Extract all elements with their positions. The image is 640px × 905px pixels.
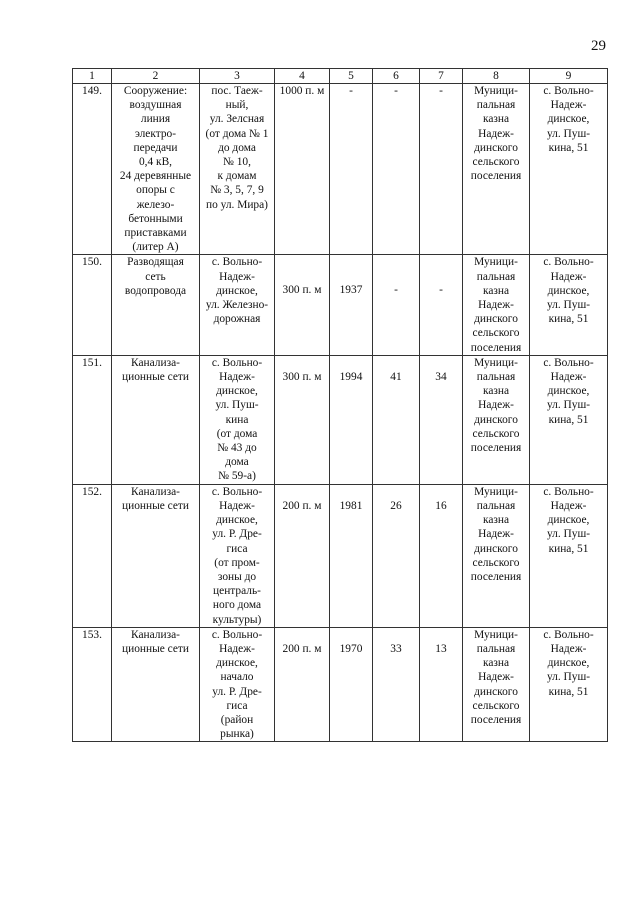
object-year: 1970 — [330, 627, 373, 742]
object-length: 200 п. м — [275, 484, 330, 627]
column-number: 7 — [420, 69, 463, 84]
property-registry-table — [72, 68, 608, 742]
object-address: с. Вольно- Надеж- динское, ул. Р. Дрe- гиса (от пром- зоны до централь- ного дома культуры) — [200, 484, 275, 627]
table-row — [73, 627, 608, 742]
object-holder-address: с. Вольно- Надеж- динское, ул. Пуш- кина, 51 — [530, 627, 608, 742]
object-length: 300 п. м — [275, 255, 330, 355]
object-length: 1000 п. м — [275, 84, 330, 255]
object-name: Канализа- ционные сети — [112, 355, 200, 484]
object-holder-address: с. Вольно- Надеж- динское, ул. Пуш- кина, 51 — [530, 484, 608, 627]
page-number: 29 — [591, 38, 606, 54]
object-owner: Муници- пальная казна Надеж- динского сельского поселения — [463, 355, 530, 484]
object-name: Канализа- ционные сети — [112, 627, 200, 742]
object-owner: Муници- пальная казна Надеж- динского сельского поселения — [463, 484, 530, 627]
column-number: 6 — [373, 69, 420, 84]
object-owner: Муници- пальная казна Надеж- динского сельского поселения — [463, 84, 530, 255]
object-col6: 33 — [373, 627, 420, 742]
row-number: 152. — [73, 484, 112, 627]
object-col7: - — [420, 84, 463, 255]
object-address: с. Вольно- Надеж- динское, ул. Пуш- кина (от дома № 43 до дома № 59-а) — [200, 355, 275, 484]
object-name: Сооружение: воздушная линия электро- передачи 0,4 кВ, 24 деревянные опоры с железо- бетонными приставками (литер А) — [112, 84, 200, 255]
row-number: 150. — [73, 255, 112, 355]
column-number: 3 — [200, 69, 275, 84]
object-col6: 26 — [373, 484, 420, 627]
column-number: 1 — [73, 69, 112, 84]
object-owner: Муници- пальная казна Надеж- динского сельского поселения — [463, 627, 530, 742]
column-number: 8 — [463, 69, 530, 84]
column-number: 5 — [330, 69, 373, 84]
table-row — [73, 355, 608, 484]
object-col6: 41 — [373, 355, 420, 484]
object-name: Канализа- ционные сети — [112, 484, 200, 627]
column-number: 2 — [112, 69, 200, 84]
object-col7: 13 — [420, 627, 463, 742]
row-number: 153. — [73, 627, 112, 742]
object-year: 1981 — [330, 484, 373, 627]
object-address: с. Вольно- Надеж- динское, ул. Железно- дорожная — [200, 255, 275, 355]
table-row — [73, 484, 608, 627]
object-length: 200 п. м — [275, 627, 330, 742]
object-col7: 16 — [420, 484, 463, 627]
row-number: 151. — [73, 355, 112, 484]
object-col7: - — [420, 255, 463, 355]
object-length: 300 п. м — [275, 355, 330, 484]
table-row — [73, 255, 608, 355]
object-address: пос. Таеж- ный, ул. Зелсная (от дома № 1 до дома № 10, к домам № 3, 5, 7, 9 по ул. Мира) — [200, 84, 275, 255]
column-number: 9 — [530, 69, 608, 84]
object-owner: Муници- пальная казна Надеж- динского сельского поселения — [463, 255, 530, 355]
object-col7: 34 — [420, 355, 463, 484]
object-col6: - — [373, 84, 420, 255]
object-holder-address: с. Вольно- Надеж- динское, ул. Пуш- кина, 51 — [530, 84, 608, 255]
object-year: - — [330, 84, 373, 255]
object-address: с. Вольно- Надеж- динское, начало ул. Р. Дрe- гиса (район рынка) — [200, 627, 275, 742]
row-number: 149. — [73, 84, 112, 255]
object-year: 1994 — [330, 355, 373, 484]
object-holder-address: с. Вольно- Надеж- динское, ул. Пуш- кина, 51 — [530, 255, 608, 355]
object-holder-address: с. Вольно- Надеж- динское, ул. Пуш- кина, 51 — [530, 355, 608, 484]
object-year: 1937 — [330, 255, 373, 355]
object-name: Разводящая сеть водопровода — [112, 255, 200, 355]
object-col6: - — [373, 255, 420, 355]
table-row — [73, 84, 608, 255]
column-number-row — [73, 69, 608, 84]
column-number: 4 — [275, 69, 330, 84]
